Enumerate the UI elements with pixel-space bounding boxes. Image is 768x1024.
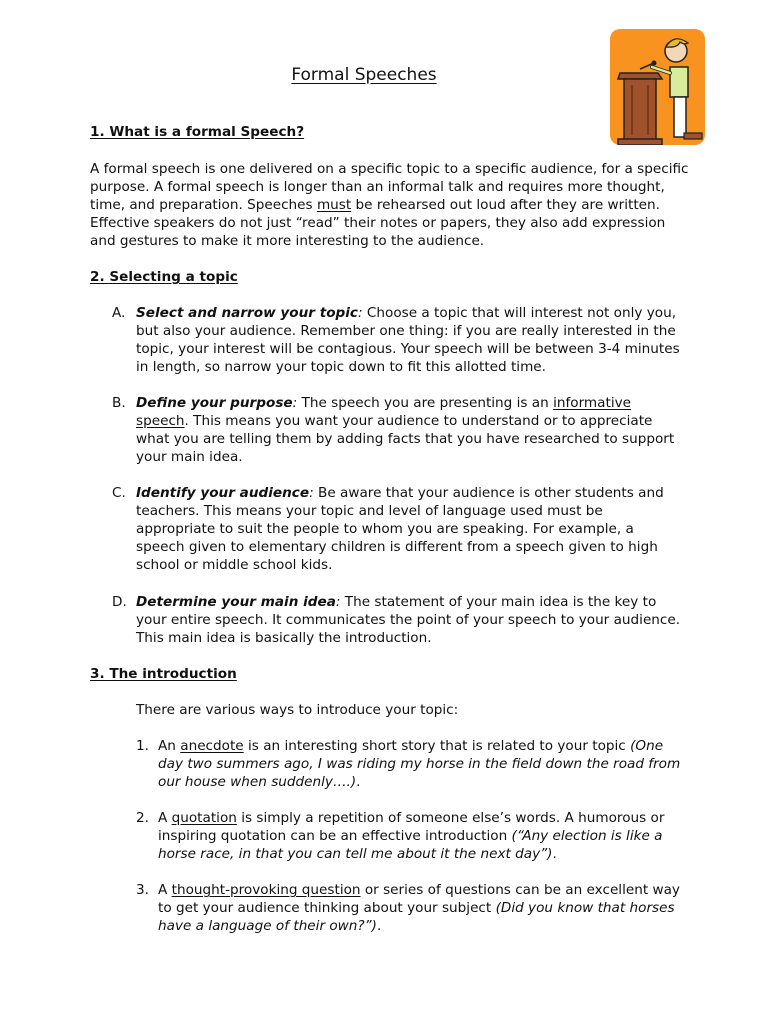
- list-item: D. Determine your main idea: The statement of your main idea is the key to your entire speech. It communicates the point of your speech to your audience. This main idea is basically the introduction.: [112, 594, 681, 646]
- list-item: 3. A thought-provoking question or series of questions can be an excellent way to get your audience thinking about your subject (Did you know that horses have a language of their own?”).: [136, 882, 680, 934]
- list-item: 1. An anecdote is an interesting short story that is related to your topic (One day two summers ago, I was riding my horse in the field down the road from our house when suddenly….).: [136, 738, 681, 790]
- list-item: C. Identify your audience: Be aware that your audience is other students and teachers. This means your topic and level of language used must be appropriate to suit the people to whom you are speaking. For example, a speech given to elementary children is different from a speech given to high school or middle school kids.: [112, 485, 664, 573]
- section-3: [90, 665, 690, 683]
- section-2: [90, 268, 690, 286]
- list-item: B. Define your purpose: The speech you are presenting is an informative speech. This means you want your audience to understand or to appreciate what you are telling them by adding facts that you have researched to support your main idea.: [112, 395, 675, 465]
- section-heading: 3. The introduction: [90, 666, 237, 682]
- section-1-paragraph: A formal speech is one delivered on a specific topic to a specific audience, for a specific purpose. A formal speech is longer than an informal talk and requires more thought, time, and preparation. Speeches must be rehearsed out loud after they are written. Effective speakers do not just “read” their notes or papers, they also add expression and gestures to make it more interesting to the audience.: [90, 161, 689, 249]
- section-heading: 2. Selecting a topic: [90, 269, 238, 285]
- list-item: 2. A quotation is simply a repetition of someone else’s words. A humorous or inspiring quotation can be an effective introduction (“Any election is like a horse race, in that you can tell me about it the next day”).: [136, 810, 665, 862]
- page-title: Formal Speeches: [291, 65, 437, 85]
- section-1: [90, 123, 690, 141]
- section-heading: 1. What is a formal Speech?: [90, 124, 305, 140]
- list-item: A. Select and narrow your topic: Choose a topic that will interest not only you, but also your audience. Remember one thing: if you are really interested in the topic, your interest will be contagious. Your speech will be between 3-4 minutes in length, so narrow your topic down to fit this allotted time.: [112, 305, 680, 375]
- emphasis-must: must: [316, 197, 352, 213]
- section-3-intro: There are various ways to introduce your topic:: [136, 702, 459, 718]
